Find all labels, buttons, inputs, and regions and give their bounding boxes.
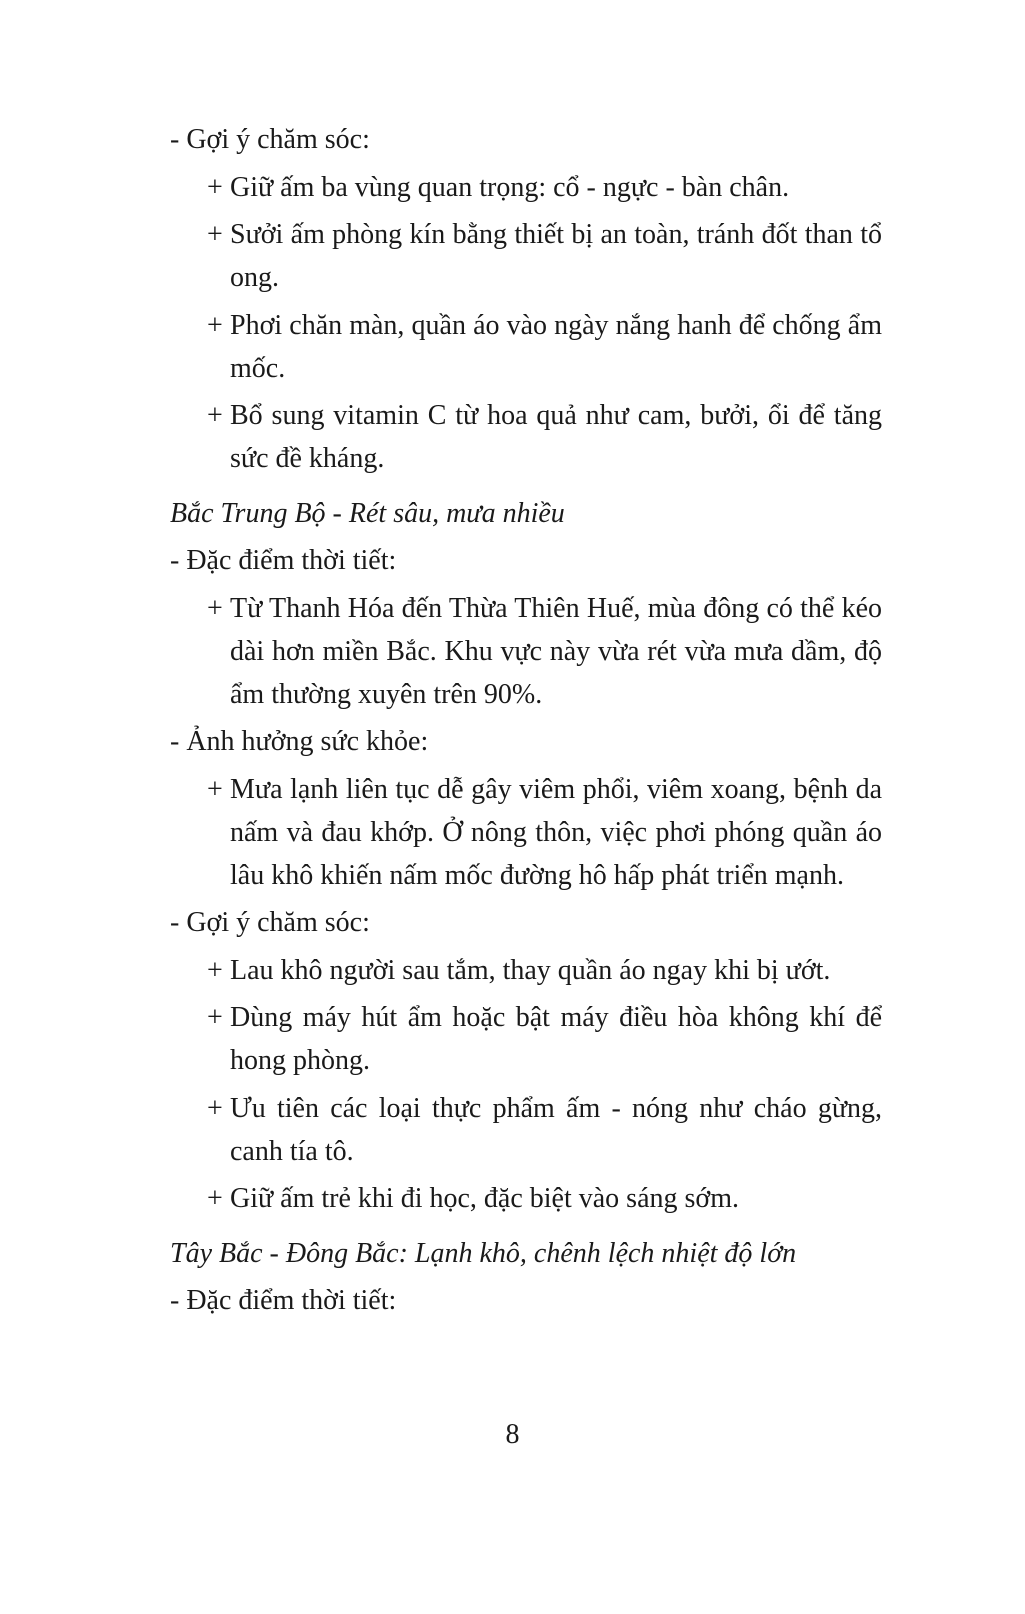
care-label: - Gợi ý chăm sóc: [170,124,370,155]
list-item: + Giữ ấm trẻ khi đi học, đặc biệt vào sáng sớm. [170,1177,882,1220]
list-item: + Từ Thanh Hóa đến Thừa Thiên Huế, mùa đông có thể kéo dài hơn miền Bắc. Khu vực này vừa rét vừa mưa dầm, độ ẩm thường xuyên trên 90%. [170,587,882,716]
health-label: - Ảnh hưởng sức khỏe: [170,726,429,757]
page-number: 8 [505,1419,520,1450]
bullet-mark: + [207,1183,223,1214]
list-item: + Bổ sung vitamin C từ hoa quả như cam, bưởi, ổi để tăng sức đề kháng. [170,394,882,480]
section-heading: Bắc Trung Bộ - Rét sâu, mưa nhiều [170,498,565,529]
list-item: + Giữ ấm ba vùng quan trọng: cổ - ngực - bàn chân. [170,166,882,209]
bullet-mark: + [207,954,223,986]
list-item: + Mưa lạnh liên tục dễ gây viêm phổi, viêm xoang, bệnh da nấm và đau khớp. Ở nông thôn, việc phơi phóng quần áo lâu khô khiến nấm mốc đường hô hấp phát triển mạnh. [170,768,882,897]
bullet-mark: + [207,171,223,203]
bullet-mark: + [207,400,223,431]
bullet-mark: + [207,1002,223,1033]
page-content [170,118,882,1327]
bullet-mark: + [207,592,223,624]
weather-label: - Đặc điểm thời tiết: [170,545,397,576]
weather-label: - Đặc điểm thời tiết: [170,1285,397,1316]
section-heading: Tây Bắc - Đông Bắc: Lạnh khô, chênh lệch nhiệt độ lớn [170,1238,797,1269]
care-label: - Gợi ý chăm sóc: [170,907,370,938]
list-item: + Sưởi ấm phòng kín bằng thiết bị an toàn, tránh đốt than tổ ong. [170,213,882,299]
bullet-mark: + [207,1092,223,1124]
list-item: + Lau khô người sau tắm, thay quần áo ngay khi bị ướt. [170,949,882,992]
list-item: + Dùng máy hút ẩm hoặc bật máy điều hòa không khí để hong phòng. [170,996,882,1082]
bullet-mark: + [207,309,223,341]
list-item: + Phơi chăn màn, quần áo vào ngày nắng hanh để chống ẩm mốc. [170,304,882,390]
list-item: + Ưu tiên các loại thực phẩm ấm - nóng như cháo gừng, canh tía tô. [170,1087,882,1173]
bullet-mark: + [207,219,223,250]
bullet-mark: + [207,773,223,805]
